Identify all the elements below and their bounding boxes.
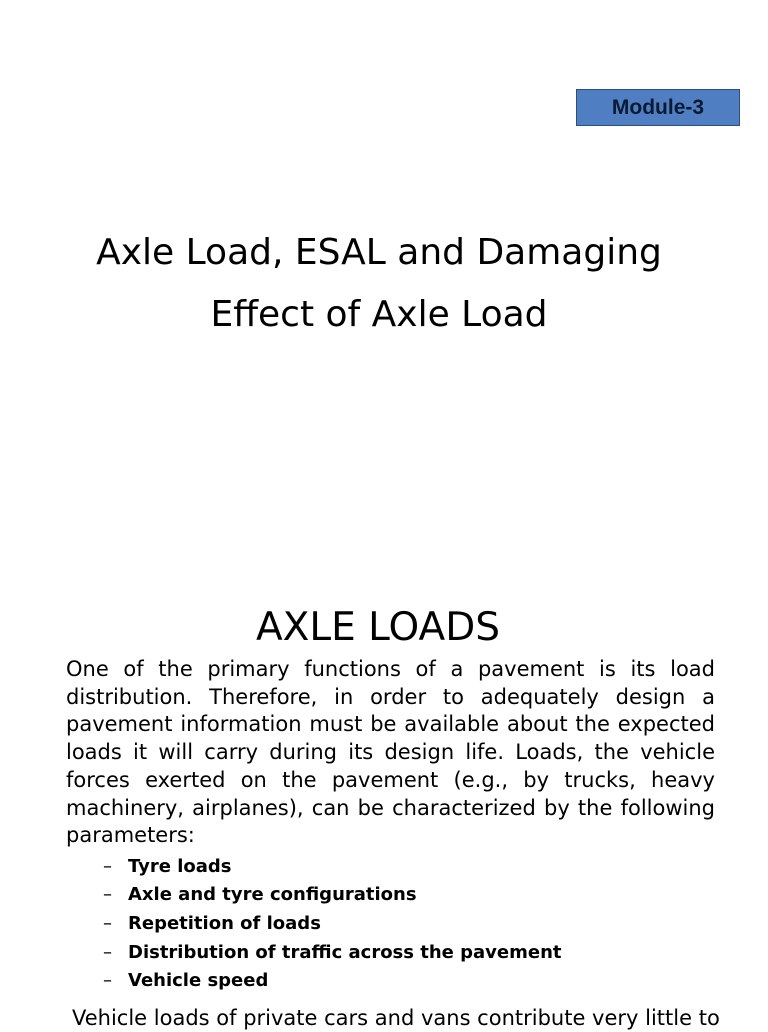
list-item-label: Axle and tyre configurations (128, 884, 417, 906)
list-item-label: Distribution of traffic across the pavement (128, 941, 562, 963)
list-item (103, 938, 562, 967)
dash-bullet-icon: – (103, 855, 112, 877)
module-badge (576, 89, 740, 126)
parameter-list (103, 852, 562, 995)
section-heading: AXLE LOADS (256, 605, 500, 650)
list-item (103, 852, 562, 881)
list-item-label: Tyre loads (128, 855, 232, 877)
dash-bullet-icon: – (103, 884, 112, 906)
slide-title (0, 222, 758, 346)
list-item (103, 966, 562, 995)
list-item (103, 881, 562, 910)
dash-bullet-icon: – (103, 970, 112, 992)
slide-title-line-1: Axle Load, ESAL and Damaging (96, 232, 662, 273)
dash-bullet-icon: – (103, 912, 112, 934)
trailing-paragraph: Vehicle loads of private cars and vans contribute very little to (72, 1006, 720, 1030)
slide-title-line-2: Effect of Axle Load (210, 294, 548, 335)
list-item-label: Vehicle speed (128, 970, 269, 992)
intro-paragraph: One of the primary functions of a pavement is its load distribution. Therefore, in order to adequately design a pavement information must be available about the expected loads it will carry during its design life. Loads, the vehicle forces exerted on the pavement (e.g., by trucks, heavy machinery, airplanes), can be characterized by the following parameters: (66, 657, 715, 848)
list-item-label: Repetition of loads (128, 912, 321, 934)
dash-bullet-icon: – (103, 941, 112, 963)
list-item (103, 909, 562, 938)
module-label: Module-3 (611, 95, 705, 119)
